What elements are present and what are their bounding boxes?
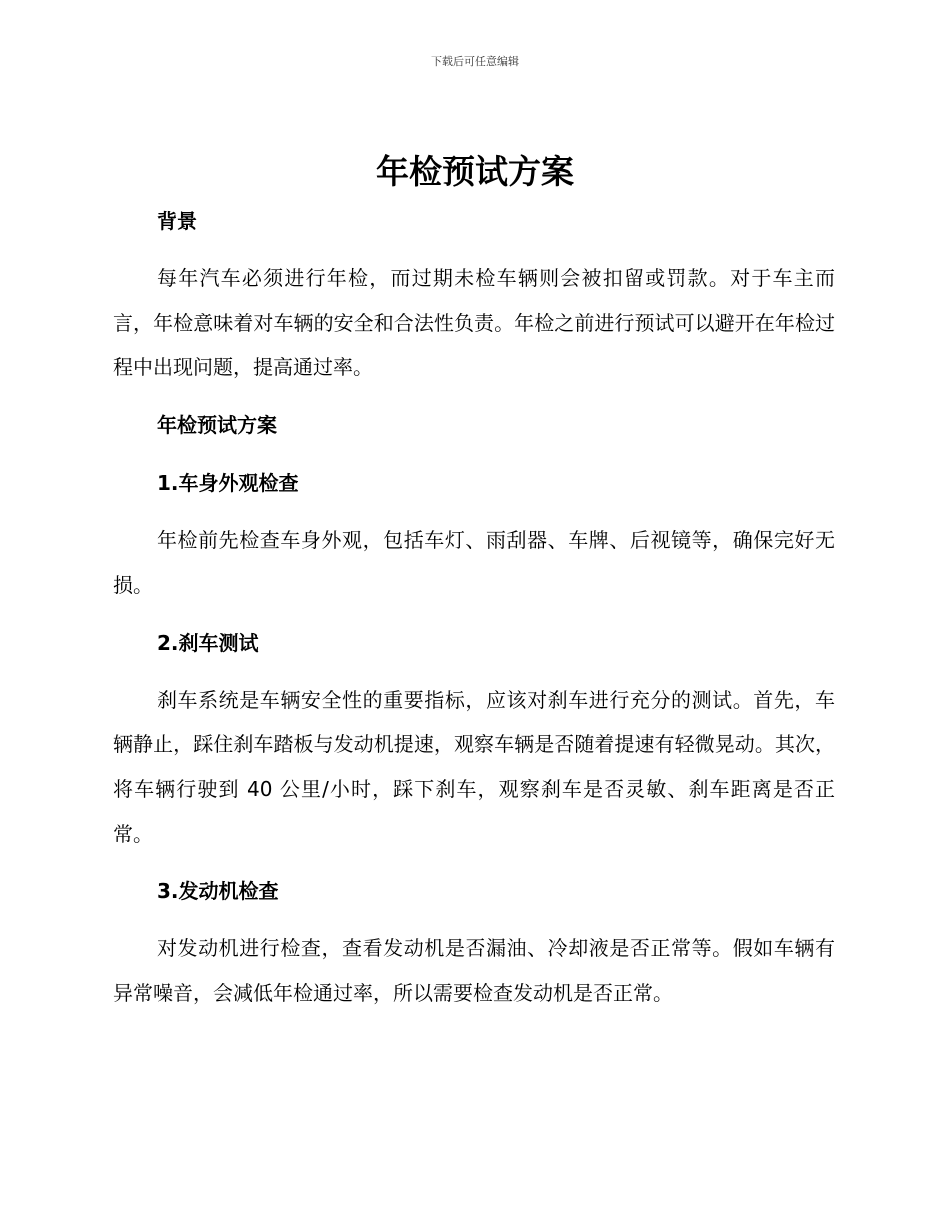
document-body bbox=[113, 198, 835, 1016]
section-paragraph-body-check: 年检前先检查车身外观，包括车灯、雨刮器、车牌、后视镜等，确保完好无损。 bbox=[113, 528, 835, 597]
document-title: 年检预试方案 bbox=[376, 152, 574, 191]
section-heading-plan: 年检预试方案 bbox=[157, 413, 277, 438]
section-heading-background: 背景 bbox=[157, 209, 197, 233]
section-heading-brake-test: 2.刹车测试 bbox=[157, 630, 259, 655]
header-note: 下载后可任意编辑 bbox=[431, 55, 519, 68]
section-paragraph-background: 每年汽车必须进行年检，而过期未检车辆则会被扣留或罚款。对于车主而言，年检意味着对车辆的安全和合法性负责。年检之前进行预试可以避开在年检过程中出现问题，提高通过率。 bbox=[113, 266, 835, 380]
section-paragraph-engine-check: 对发动机进行检查，查看发动机是否漏油、冷却液是否正常等。假如车辆有异常噪音，会减低年检通过率，所以需要检查发动机是否正常。 bbox=[113, 936, 835, 1006]
section-heading-engine-check: 3.发动机检查 bbox=[157, 879, 279, 904]
section-paragraph-brake-test: 刹车系统是车辆安全性的重要指标，应该对刹车进行充分的测试。首先，车辆静止，踩住刹车踏板与发动机提速，观察车辆是否随着提速有轻微晃动。其次，将车辆行驶到 40 公里/小时，踩下刹车，观察刹车是否灵敏、刹车距离是否正常。 bbox=[113, 687, 835, 846]
section-heading-body-check: 1.车身外观检查 bbox=[157, 471, 299, 496]
